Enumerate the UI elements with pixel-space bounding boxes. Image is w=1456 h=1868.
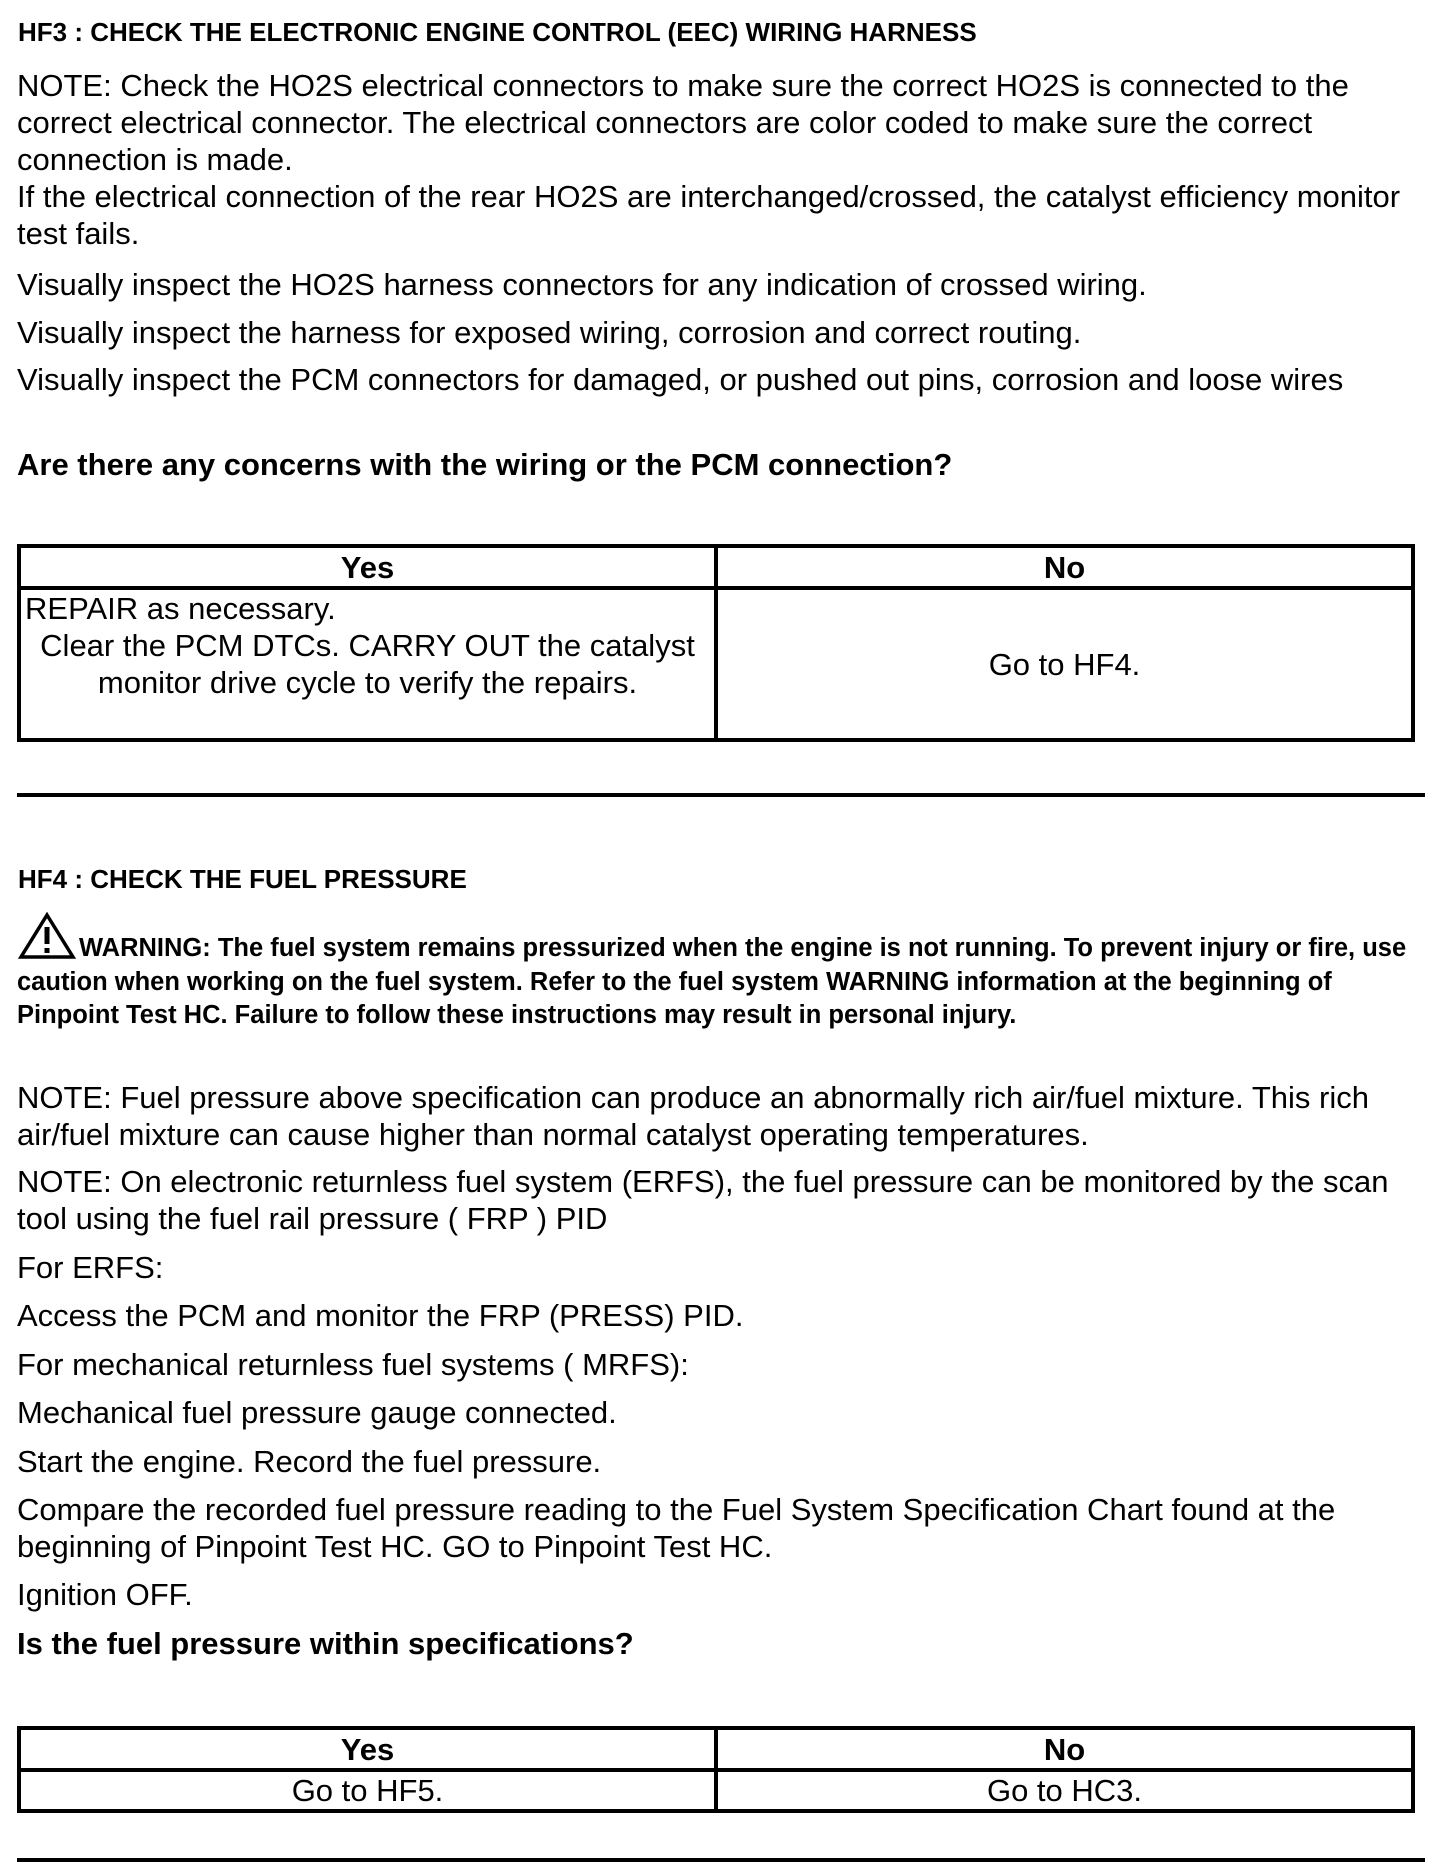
yes-action-title: REPAIR as necessary. <box>25 591 336 626</box>
hf4-question: Is the fuel pressure within specifications? <box>17 1626 634 1661</box>
hf3-step-1: Visually inspect the HO2S harness connectors for any indication of crossed wiring. <box>17 267 1147 302</box>
section-divider <box>17 1858 1425 1862</box>
hf4-step-2: Access the PCM and monitor the FRP (PRESS) PID. <box>17 1298 744 1333</box>
hf4-step-1: For ERFS: <box>17 1250 164 1285</box>
hf3-answer-table <box>17 544 1415 742</box>
hf3-question: Are there any concerns with the wiring or the PCM connection? <box>17 447 953 482</box>
hf3-heading: HF3 : CHECK THE ELECTRONIC ENGINE CONTROL (EEC) WIRING HARNESS <box>18 17 977 47</box>
table-header-row <box>19 1728 1413 1770</box>
hf4-answer-table <box>17 1726 1415 1813</box>
no-cell: Go to HF4. <box>716 588 1413 740</box>
hf3-step-3: Visually inspect the PCM connectors for damaged, or pushed out pins, corrosion and loose wires <box>17 362 1344 397</box>
hf4-step-5: Start the engine. Record the fuel pressure. <box>17 1444 602 1479</box>
hf4-step-4: Mechanical fuel pressure gauge connected. <box>17 1395 617 1430</box>
hf4-heading: HF4 : CHECK THE FUEL PRESSURE <box>18 864 467 894</box>
hf4-note-1: NOTE: Fuel pressure above specification can produce an abnormally rich air/fuel mixture. This rich air/fuel mixture can cause higher than normal catalyst operating temperatures. <box>17 1080 1369 1152</box>
yes-cell: Go to HF5. <box>19 1770 716 1811</box>
warning-triangle-icon <box>17 912 77 960</box>
yes-action-detail: Clear the PCM DTCs. CARRY OUT the catalyst monitor drive cycle to verify the repairs. <box>40 628 695 700</box>
table-row <box>19 588 1413 740</box>
hf4-note-2: NOTE: On electronic returnless fuel system (ERFS), the fuel pressure can be monitored by the scan tool using the fuel rail pressure ( FRP ) PID <box>17 1164 1389 1236</box>
section-divider <box>17 793 1425 797</box>
table-header-row <box>19 546 1413 588</box>
yes-cell <box>19 588 716 740</box>
hf4-warning-text: WARNING: The fuel system remains pressurized when the engine is not running. To prevent injury or fire, use caution when working on the fuel system. Refer to the fuel system WARNING information at the beginning of Pinpoint Test HC. Failure to follow these instructions may result in personal injury. <box>17 934 1407 1029</box>
hf4-step-7: Ignition OFF. <box>17 1577 193 1612</box>
hf4-step-3: For mechanical returnless fuel systems ( MRFS): <box>17 1347 689 1382</box>
yes-header: Yes <box>19 546 716 588</box>
no-cell: Go to HC3. <box>716 1770 1413 1811</box>
hf4-warning <box>17 912 1437 1033</box>
hf4-step-6: Compare the recorded fuel pressure reading to the Fuel System Specification Chart found at the beginning of Pinpoint Test HC. GO to Pinpoint Test HC. <box>17 1492 1336 1564</box>
hf3-step-2: Visually inspect the harness for exposed wiring, corrosion and correct routing. <box>17 315 1082 350</box>
hf3-note: NOTE: Check the HO2S electrical connectors to make sure the correct HO2S is connected to the correct electrical connector. The electrical connectors are color coded to make sure the correct connection is made. If the electrical connection of the rear HO2S are interchanged/crossed, the catalyst efficiency monitor test fails. <box>17 68 1401 251</box>
no-header: No <box>716 1728 1413 1770</box>
yes-header: Yes <box>19 1728 716 1770</box>
table-row <box>19 1770 1413 1811</box>
no-header: No <box>716 546 1413 588</box>
